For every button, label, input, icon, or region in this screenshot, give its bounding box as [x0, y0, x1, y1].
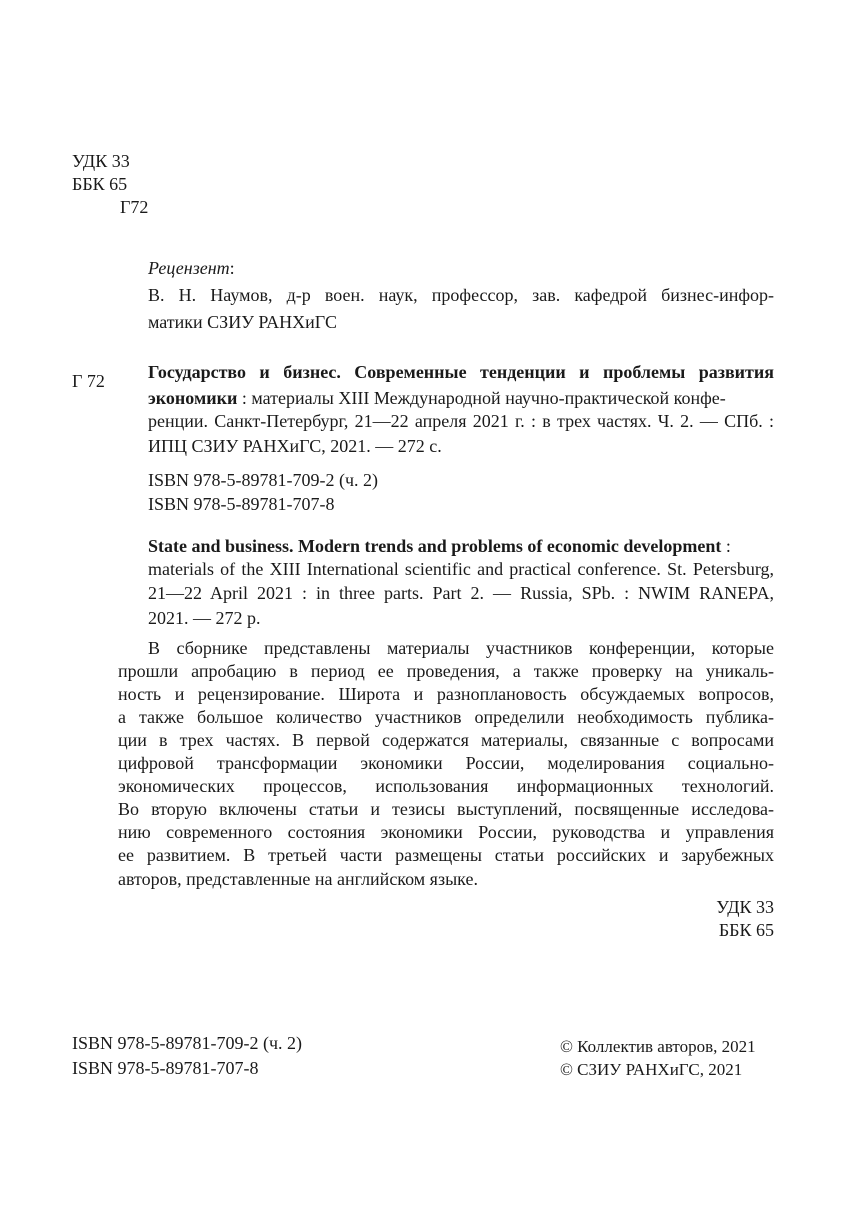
footer-isbn-part-2: ISBN 978-5-89781-709-2 (ч. 2) [72, 1033, 303, 1053]
reviewer-line-1: В. Н. Наумов, д-р воен. наук, профессор, зав. кафедрой бизнес-инфор- [148, 285, 774, 305]
reviewer-line-2: матики СЗИУ РАНХиГС [148, 312, 337, 332]
english-line-3: 21—22 April 2021 : in three parts. Part 2. — Russia, SPb. : NWIM RANEPA, [148, 583, 774, 603]
isbn-general: ISBN 978-5-89781-707-8 [148, 494, 335, 514]
bbk-code: ББК 65 [72, 174, 128, 194]
abstract-line: ее развитием. В третьей части размещены статьи российских и зарубежных [118, 845, 774, 865]
catalog-title-bold: экономики [148, 388, 238, 408]
catalog-title-line-1: Государство и бизнес. Современные тенденции и проблемы развития [148, 362, 774, 382]
bbk-code-right: ББК 65 [718, 920, 774, 940]
english-title-bold: State and business. Modern trends and problems of economic development [148, 536, 722, 556]
abstract-line: В сборнике представлены материалы участников конференции, которые [148, 638, 774, 658]
copyright-authors: © Коллектив авторов, 2021 [560, 1037, 756, 1056]
catalog-title-rest: : материалы XIII Международной научно-практической конфе- [237, 388, 726, 408]
reviewer-heading-text: Рецензент [148, 258, 230, 278]
author-mark: Г72 [120, 197, 149, 217]
isbn-part-2: ISBN 978-5-89781-709-2 (ч. 2) [148, 470, 379, 490]
abstract-line: нию современного состояния экономики России, руководства и управления [118, 822, 774, 842]
abstract-line: а также большое количество участников определили необходимость публика- [118, 707, 774, 727]
abstract-line: авторов, представленные на английском языке. [118, 869, 478, 889]
reviewer-heading-colon: : [229, 258, 235, 278]
english-title-rest: : [721, 536, 731, 556]
catalog-title-line-2 [148, 387, 774, 409]
english-line-2: materials of the XIII International scientific and practical conference. St. Petersburg, [148, 559, 774, 579]
reviewer-heading [148, 257, 235, 279]
abstract-line: прошли апробацию в период ее проведения, а также проверку на уникаль- [118, 661, 774, 681]
abstract-line: ции в трех частях. В первой содержатся материалы, связанные с вопросами [118, 730, 774, 750]
catalog-line-3: ренции. Санкт-Петербург, 21—22 апреля 2021 г. : в трех частях. Ч. 2. — СПб. : [148, 411, 774, 431]
abstract-line: экономических процессов, использования информационных технологий. [118, 776, 774, 796]
english-title-line [148, 535, 774, 557]
abstract-line: цифровой трансформации экономики России, моделирования социально- [118, 753, 774, 773]
abstract-line: ность и рецензирование. Широта и разноплановость обсуждаемых вопросов, [118, 684, 774, 704]
udk-code: УДК 33 [72, 151, 130, 171]
catalog-mark: Г 72 [72, 371, 105, 391]
english-line-4: 2021. — 272 p. [148, 608, 261, 628]
abstract-line: Во вторую включены статьи и тезисы выступлений, посвященные исследова- [118, 799, 774, 819]
catalog-line-4: ИПЦ СЗИУ РАНХиГС, 2021. — 272 с. [148, 436, 442, 456]
copyright-publisher: © СЗИУ РАНХиГС, 2021 [560, 1060, 743, 1079]
footer-isbn-general: ISBN 978-5-89781-707-8 [72, 1058, 259, 1078]
udk-code-right: УДК 33 [716, 897, 774, 917]
